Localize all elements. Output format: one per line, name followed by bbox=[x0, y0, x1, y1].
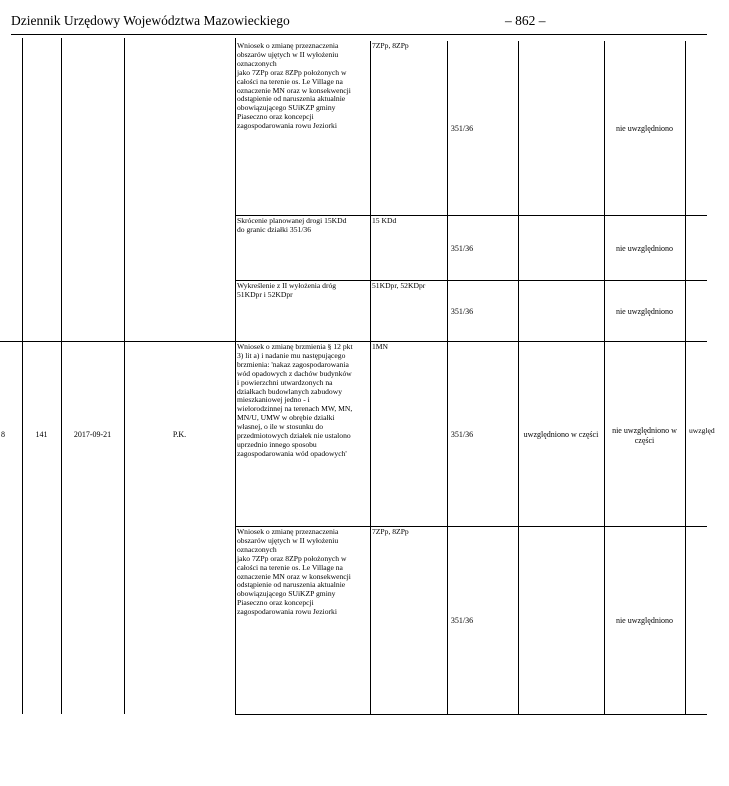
cell-content: Wniosek o zmianę przeznaczenia obszarów ujętych w II wyłożeniu oznaczonych jako 7ZPp oraz 8ZPp położonych w całości na terenie os. Le Village na oznaczenie MN oraz w konsekwencji odstąpienie od naruszenia aktualnie obowiązującego SUiKZP gminy Piaseczno oraz koncepcji zagospodarowania rowu Jeziorki bbox=[237, 41, 351, 131]
cell-plot: 351/36 bbox=[450, 616, 474, 625]
cell-symbol: 1MN bbox=[372, 342, 389, 351]
cell-wojt: uwzględniono w części bbox=[523, 430, 599, 439]
col-divider bbox=[518, 41, 519, 714]
cell-plot: 351/36 bbox=[450, 307, 474, 316]
cell-content: Wniosek o zmianę brzmienia § 12 pkt 3) lit a) i nadanie mu następującego brzmienia: 'nakaz zagospodarowania wód opadowych z dachów budynków i powierzchni utwardzonych na działkach budowlanych zabudowy mieszkaniowej jedno - i wielorodzinnej na terenach MW, MN, MN/U, UMW w obrębie działki własnej, o ile w stosunku do przedmiotowych działek nie ustalono uprzednio innego sposobu zagospodarowania wód opadowych' bbox=[237, 342, 353, 458]
cell-rada: nie uwzględniono w części bbox=[612, 426, 677, 445]
cell-extra: uwzględ bbox=[689, 426, 715, 435]
col-divider bbox=[22, 38, 23, 714]
row-lp: 8 bbox=[1, 430, 5, 439]
cell-rada: nie uwzględniono bbox=[615, 307, 674, 316]
cell-content: Wniosek o zmianę przeznaczenia obszarów ujętych w II wyłożeniu oznaczonych jako 7ZPp oraz 8ZPp położonych w całości na terenie os. Le Village na oznaczenie MN oraz w konsekwencji odstąpienie od naruszenia aktualnie obowiązującego SUiKZP gminy Piaseczno oraz koncepcji zagospodarowania rowu Jeziorki bbox=[237, 527, 351, 617]
page-number: – 862 – bbox=[505, 13, 546, 28]
cell-rada: nie uwzględniono bbox=[615, 124, 674, 133]
journal-title: Dziennik Urzędowy Województwa Mazowieckiego bbox=[11, 13, 290, 28]
col-divider bbox=[685, 41, 686, 714]
row-date: 2017-09-21 bbox=[73, 430, 112, 439]
cell-rada: nie uwzględniono bbox=[615, 244, 674, 253]
col-divider bbox=[235, 38, 236, 714]
cell-rada: nie uwzględniono bbox=[615, 616, 674, 625]
col-divider bbox=[447, 41, 448, 714]
col-divider bbox=[124, 38, 125, 714]
header-rule bbox=[11, 34, 707, 35]
col-divider bbox=[604, 41, 605, 714]
cell-symbol: 7ZPp, 8ZPp bbox=[372, 527, 409, 536]
cell-content: Skrócenie planowanej drogi 15KDd do granic działki 351/36 bbox=[237, 216, 347, 234]
row-name: P.K. bbox=[172, 430, 187, 439]
cell-plot: 351/36 bbox=[450, 430, 474, 439]
col-divider bbox=[370, 41, 371, 714]
col-divider bbox=[61, 38, 62, 714]
cell-content: Wykreślenie z II wyłożenia dróg 51KDpr i 52KDpr bbox=[237, 281, 337, 299]
row-number: 141 bbox=[35, 430, 48, 439]
cell-symbol: 7ZPp, 8ZPp bbox=[372, 41, 409, 50]
row-divider bbox=[235, 714, 707, 715]
cell-plot: 351/36 bbox=[450, 124, 474, 133]
cell-symbol: 15 KDd bbox=[372, 216, 397, 225]
cell-symbol: 51KDpr, 52KDpr bbox=[372, 281, 426, 290]
cell-plot: 351/36 bbox=[450, 244, 474, 253]
row-divider bbox=[0, 341, 707, 342]
